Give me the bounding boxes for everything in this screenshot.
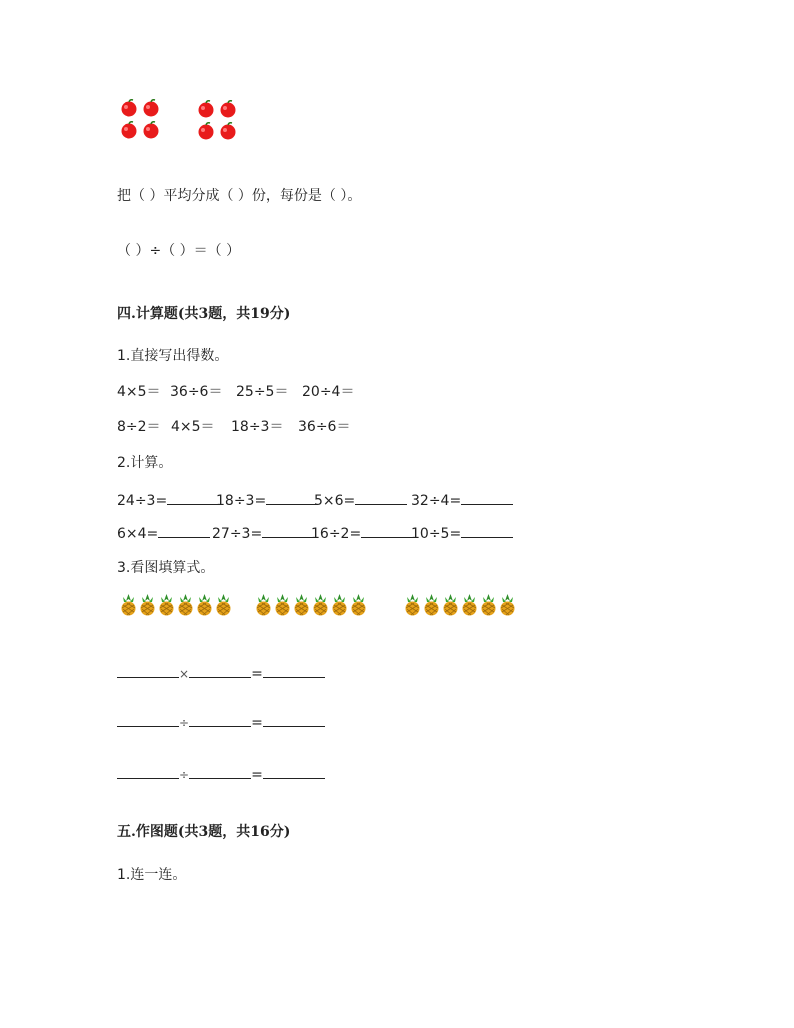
q2-expr: 32÷4= — [411, 493, 462, 509]
pineapple-group-2 — [255, 594, 369, 616]
equation-row — [117, 764, 325, 783]
equals-sign: = — [251, 767, 263, 783]
answer-blank[interactable] — [263, 712, 325, 727]
pineapple-icon — [274, 594, 291, 616]
fill-equation: （ ）÷（ ）＝（ ） — [117, 243, 241, 259]
apple-group-2 — [197, 100, 237, 140]
q2-expr: 10÷5= — [411, 526, 462, 542]
q2-label: 2.计算。 — [117, 455, 173, 471]
q2-cell — [117, 523, 210, 542]
pineapple-icon — [404, 594, 421, 616]
q1-expr: 36÷6＝ — [170, 384, 223, 400]
pineapple-icon — [312, 594, 329, 616]
q2-cell — [314, 490, 407, 509]
answer-blank[interactable] — [158, 523, 210, 538]
pineapple-icon — [461, 594, 478, 616]
equation-row — [117, 712, 325, 731]
pineapple-icon — [158, 594, 175, 616]
answer-blank[interactable] — [117, 663, 179, 678]
pineapple-icon — [480, 594, 497, 616]
pineapple-icon — [196, 594, 213, 616]
answer-blank[interactable] — [167, 490, 219, 505]
apple-icon — [120, 121, 138, 139]
apple-group-1 — [120, 99, 160, 139]
q1-expr: 20÷4＝ — [302, 384, 355, 400]
operator: ÷ — [179, 768, 190, 782]
q2-expr: 18÷3= — [216, 493, 267, 509]
answer-blank[interactable] — [461, 523, 513, 538]
q3-label: 3.看图填算式。 — [117, 560, 215, 576]
pineapple-icon — [350, 594, 367, 616]
answer-blank[interactable] — [189, 663, 251, 678]
pineapple-icon — [423, 594, 440, 616]
apple-icon — [120, 99, 138, 117]
s5-q1-label: 1.连一连。 — [117, 867, 187, 883]
answer-blank[interactable] — [263, 663, 325, 678]
answer-blank[interactable] — [461, 490, 513, 505]
q1-label: 1.直接写出得数。 — [117, 348, 229, 364]
q1-row1 — [117, 381, 354, 401]
answer-blank[interactable] — [189, 764, 251, 779]
pineapple-icon — [499, 594, 516, 616]
answer-blank[interactable] — [117, 764, 179, 779]
answer-blank[interactable] — [262, 523, 314, 538]
pineapple-icon — [139, 594, 156, 616]
pineapple-icon — [331, 594, 348, 616]
pineapple-icon — [120, 594, 137, 616]
apple-icon — [197, 100, 215, 118]
q2-expr: 6×4= — [117, 526, 159, 542]
answer-blank[interactable] — [263, 764, 325, 779]
q2-cell — [411, 490, 513, 509]
pineapple-icon — [442, 594, 459, 616]
q1-expr: 36÷6＝ — [298, 419, 351, 435]
apple-icon — [219, 122, 237, 140]
apple-icon — [219, 100, 237, 118]
equals-sign: = — [251, 666, 263, 682]
q2-expr: 24÷3= — [117, 493, 168, 509]
operator: × — [179, 667, 190, 681]
section5-title: 五.作图题(共3题，共16分) — [117, 824, 291, 840]
operator: ÷ — [179, 716, 190, 730]
q2-expr: 27÷3= — [212, 526, 263, 542]
pineapple-icon — [255, 594, 272, 616]
pineapple-icon — [293, 594, 310, 616]
q2-row1 — [117, 490, 219, 509]
q1-expr: 25÷5＝ — [236, 384, 289, 400]
q1-expr: 4×5＝ — [117, 384, 161, 400]
q2-cell — [311, 523, 413, 542]
q1-expr: 4×5＝ — [171, 419, 215, 435]
equation-row — [117, 663, 325, 682]
q2-expr: 16÷2= — [311, 526, 362, 542]
apple-icon — [142, 99, 160, 117]
pineapple-group-3 — [404, 594, 518, 616]
answer-blank[interactable] — [355, 490, 407, 505]
q1-row2 — [117, 416, 350, 436]
answer-blank[interactable] — [361, 523, 413, 538]
answer-blank[interactable] — [266, 490, 318, 505]
q2-cell — [216, 490, 318, 509]
q2-expr: 5×6= — [314, 493, 356, 509]
pineapple-icon — [215, 594, 232, 616]
answer-blank[interactable] — [117, 712, 179, 727]
apple-icon — [197, 122, 215, 140]
answer-blank[interactable] — [189, 712, 251, 727]
fill-sentence: 把（ ）平均分成（ ）份，每份是（ ）。 — [117, 188, 362, 204]
equals-sign: = — [251, 715, 263, 731]
q2-cell — [411, 523, 513, 542]
q1-expr: 8÷2＝ — [117, 419, 161, 435]
section4-title: 四.计算题(共3题，共19分) — [117, 306, 291, 322]
pineapple-group-1 — [120, 594, 234, 616]
q1-expr: 18÷3＝ — [231, 419, 284, 435]
q2-cell — [212, 523, 314, 542]
apple-icon — [142, 121, 160, 139]
pineapple-icon — [177, 594, 194, 616]
